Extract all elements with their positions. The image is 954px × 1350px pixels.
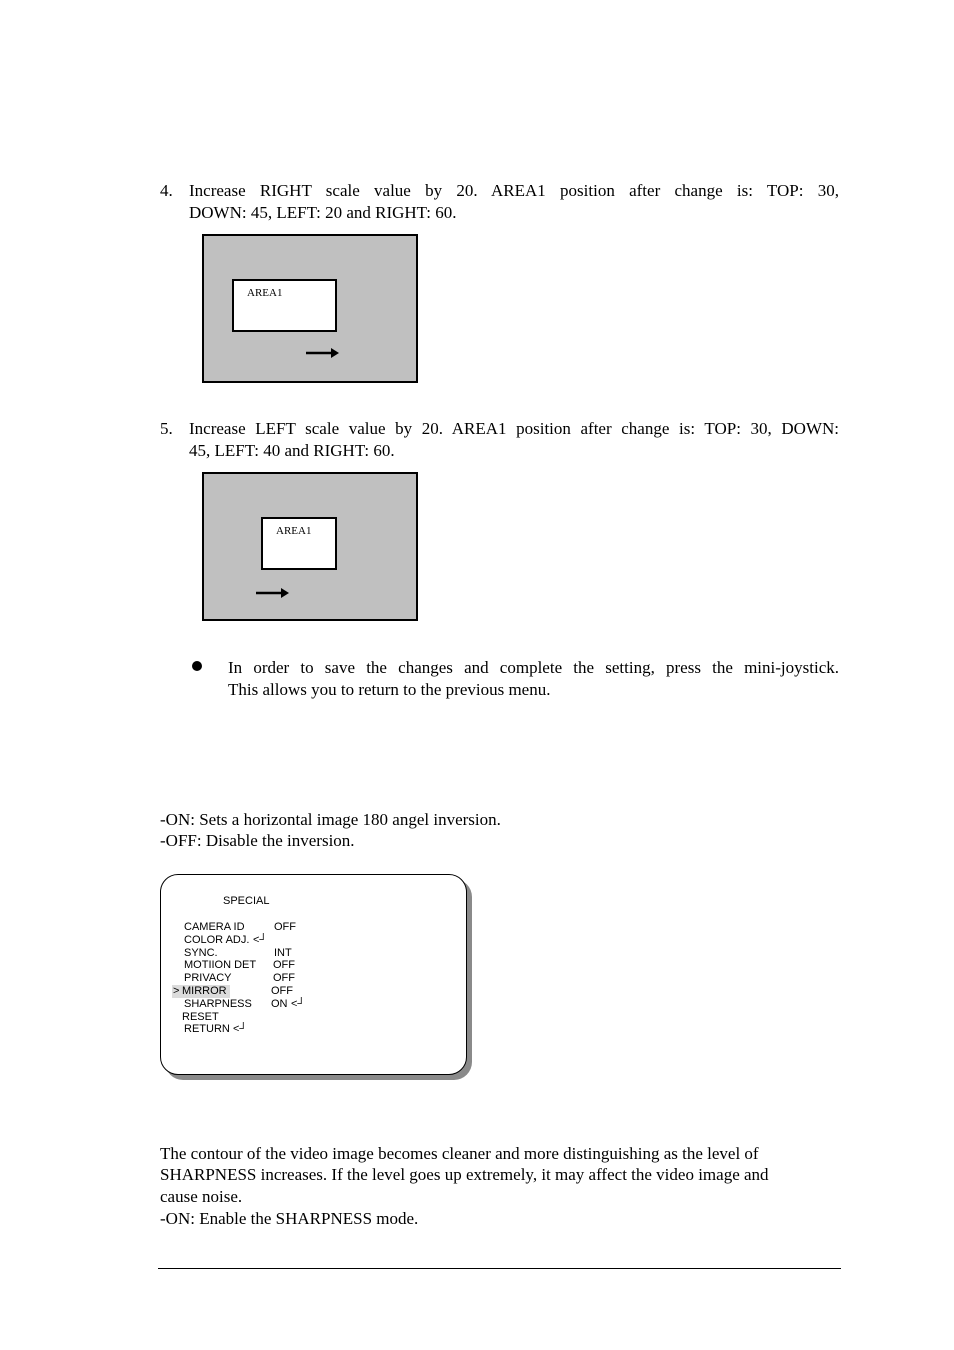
area1-label: AREA1: [276, 525, 312, 537]
menu-title: SPECIAL: [223, 895, 270, 907]
bullet-line1: In order to save the changes and complete the setting, press the mini-joystick.: [228, 658, 839, 677]
sharpness-on-text: -ON: Enable the SHARPNESS mode.: [160, 1209, 419, 1228]
menu-item-mirror: MIRROR: [182, 985, 227, 997]
area-diagram-left-increase: [202, 472, 418, 621]
footer-divider: [158, 1268, 841, 1269]
step-5-number: 5.: [160, 419, 173, 438]
area1-box: [261, 517, 337, 570]
bullet-line2: This allows you to return to the previous menu.: [228, 680, 551, 699]
menu-value-camera-id: OFF: [274, 921, 296, 933]
menu-value-privacy: OFF: [273, 972, 295, 984]
sharpness-line3: cause noise.: [160, 1187, 243, 1206]
menu-value-motion-det: OFF: [273, 959, 295, 971]
step-5-line2: 45, LEFT: 40 and RIGHT: 60.: [189, 441, 395, 460]
menu-item-privacy: PRIVACY: [184, 972, 232, 984]
menu-item-camera-id: CAMERA ID: [184, 921, 245, 933]
sharpness-line2: SHARPNESS increases. If the level goes up extremely, it may affect the video image and: [160, 1165, 769, 1184]
area1-box: [232, 279, 337, 332]
area1-label: AREA1: [247, 287, 283, 299]
step-4-line2: DOWN: 45, LEFT: 20 and RIGHT: 60.: [189, 203, 457, 222]
step-4-line1: Increase RIGHT scale value by 20. AREA1 position after change is: TOP: 30,: [189, 181, 839, 200]
menu-value-sharpness: ON: [271, 998, 288, 1010]
enter-icon: <┘: [233, 1023, 248, 1035]
menu-item-color-adj: COLOR ADJ.: [184, 934, 250, 946]
menu-item-return: RETURN: [184, 1023, 230, 1035]
enter-icon: <┘: [253, 934, 268, 946]
mirror-off-text: -OFF: Disable the inversion.: [160, 831, 355, 850]
area-diagram-right-increase: [202, 234, 418, 383]
arrow-right-icon: [255, 586, 291, 600]
enter-icon: <┘: [291, 998, 306, 1010]
bullet-icon: [192, 661, 202, 671]
menu-item-motion-det: MOTIION DET: [184, 959, 257, 971]
menu-cursor: >: [173, 985, 180, 997]
menu-item-sync: SYNC.: [184, 947, 218, 959]
sharpness-line1: The contour of the video image becomes cleaner and more distinguishing as the level of: [160, 1144, 759, 1163]
step-5-line1: Increase LEFT scale value by 20. AREA1 position after change is: TOP: 30, DOWN:: [189, 419, 839, 438]
menu-value-sync: INT: [274, 947, 292, 959]
menu-item-reset: RESET: [182, 1011, 219, 1023]
menu-value-mirror: OFF: [271, 985, 293, 997]
arrow-right-icon: [305, 346, 341, 360]
step-4-number: 4.: [160, 181, 173, 200]
menu-item-sharpness: SHARPNESS: [184, 998, 252, 1010]
mirror-on-text: -ON: Sets a horizontal image 180 angel inversion.: [160, 810, 501, 829]
